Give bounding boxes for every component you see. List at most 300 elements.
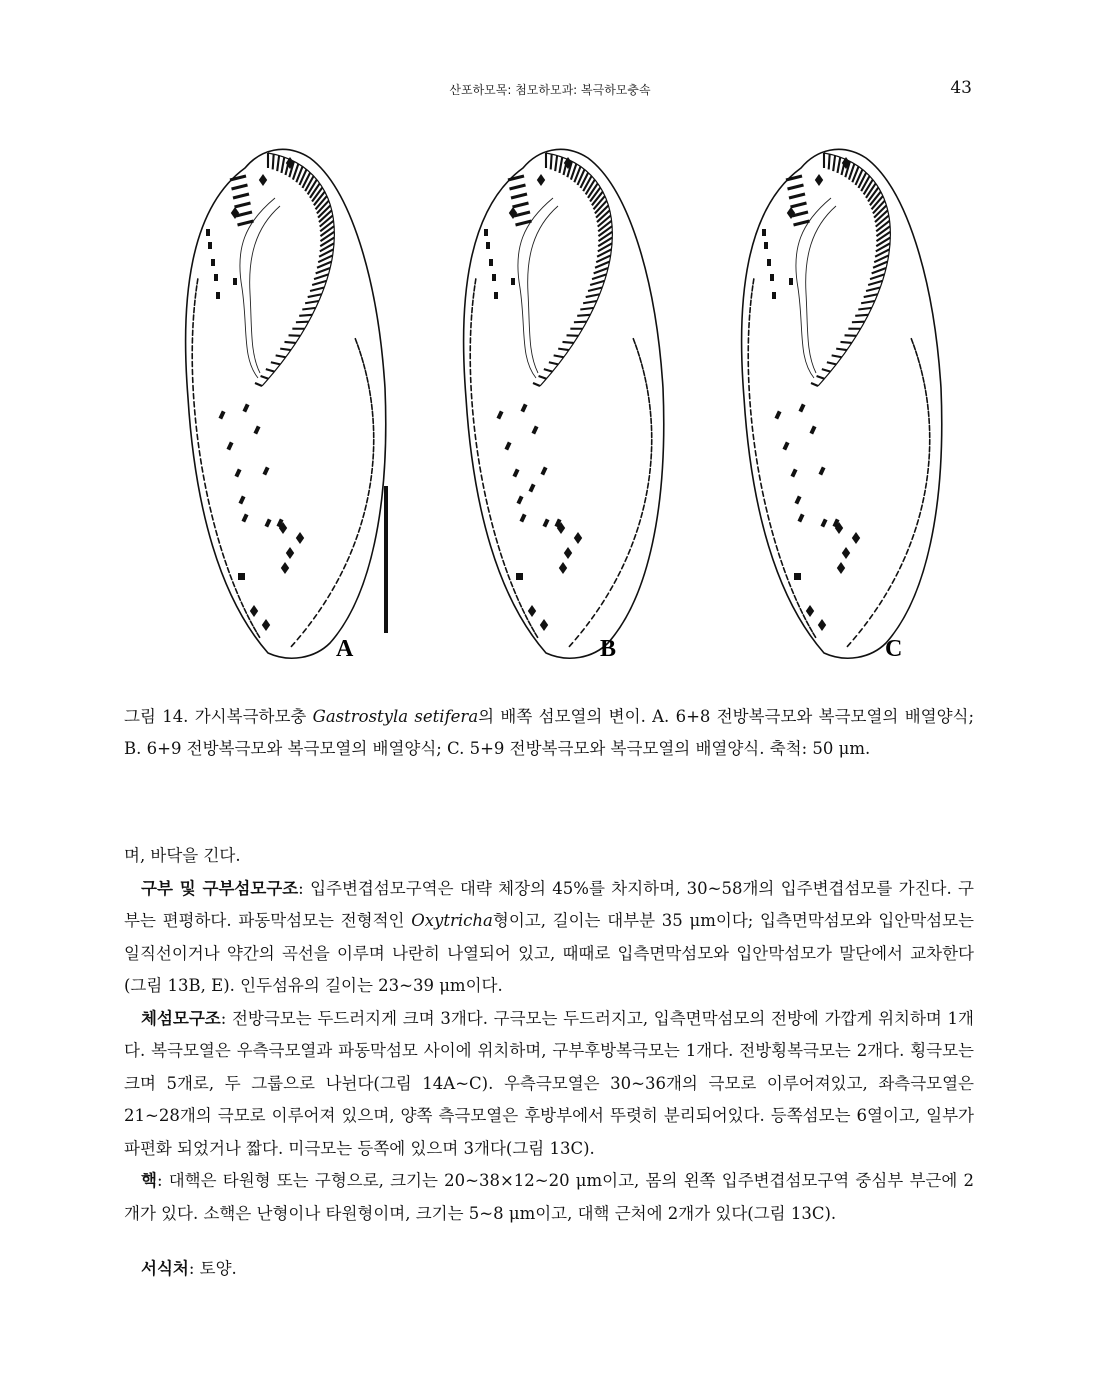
left-marginal-cirrus (196, 286, 197, 291)
right-marginal-cirrus (364, 364, 365, 369)
adoral-membranelle (567, 335, 579, 336)
right-marginal-cirrus (923, 377, 924, 382)
adoral-membranelle (255, 383, 262, 386)
left-marginal-cirrus (241, 602, 243, 607)
left-marginal-cirrus (766, 507, 767, 512)
heading-somatic-ciliature: 체섬모구조 (141, 1008, 221, 1028)
left-marginal-cirrus (794, 596, 796, 601)
figure-caption (124, 701, 974, 765)
right-marginal-cirrus (610, 586, 613, 590)
adoral-membranelle (277, 156, 279, 172)
frontoventral-cirrus (484, 229, 488, 236)
left-marginal-cirrus (516, 596, 518, 601)
right-marginal-cirrus (368, 384, 369, 389)
left-marginal-cirrus (751, 418, 752, 423)
adoral-membranelle (558, 349, 569, 350)
adoral-membranelle (837, 157, 840, 173)
left-marginal-cirrus (202, 467, 203, 472)
adoral-membranelle (588, 183, 598, 197)
right-marginal-cirrus (643, 505, 644, 510)
undulating-membrane (806, 206, 836, 373)
right-marginal-cirrus (896, 571, 898, 575)
right-marginal-cirrus (358, 345, 360, 350)
adoral-membranelle (316, 268, 330, 273)
right-marginal-cirrus (927, 398, 928, 403)
left-marginal-cirrus (481, 475, 482, 480)
right-marginal-cirrus (319, 608, 322, 612)
left-marginal-cirrus (488, 507, 489, 512)
left-marginal-cirrus (810, 627, 812, 631)
left-marginal-cirrus (535, 633, 538, 637)
left-marginal-cirrus (230, 575, 232, 580)
adoral-membranelle (574, 322, 587, 323)
undulating-membrane (518, 198, 553, 378)
adoral-membranelle (861, 301, 875, 303)
right-marginal-cirrus (645, 498, 646, 503)
adoral-membranelle (559, 157, 562, 173)
ventral-cirrus (540, 467, 547, 476)
left-marginal-cirrus (483, 483, 484, 488)
right-marginal-cirrus (926, 391, 927, 396)
right-marginal-cirrus (915, 527, 917, 532)
left-marginal-cirrus (752, 286, 753, 291)
frontoventral-cirrus (492, 274, 496, 281)
right-marginal-cirrus (637, 527, 639, 532)
caption-prefix: 그림 14. 가시복극하모충 (124, 707, 313, 726)
adoral-membranelle (598, 226, 612, 236)
right-marginal-cirrus (332, 586, 335, 590)
adoral-membranelle (864, 180, 873, 195)
left-marginal-cirrus (233, 582, 235, 587)
left-marginal-cirrus (208, 499, 209, 504)
right-marginal-cirrus (592, 615, 595, 619)
ciliate-panel-b (464, 149, 664, 658)
left-marginal-cirrus (803, 615, 805, 619)
left-marginal-cirrus (199, 451, 200, 456)
transverse-cirrus (238, 573, 245, 580)
right-marginal-cirrus (361, 520, 362, 525)
right-marginal-cirrus (328, 593, 331, 597)
right-marginal-cirrus (927, 476, 928, 481)
panel-label-c: C (885, 636, 903, 662)
left-marginal-cirrus (761, 483, 762, 488)
ventral-cirrus (234, 469, 241, 478)
adoral-membranelle (872, 268, 886, 273)
cell-outline (464, 149, 664, 658)
right-marginal-cirrus (924, 490, 925, 495)
paragraph-oral-structure (124, 873, 974, 1003)
adoral-membranelle (598, 221, 611, 232)
left-marginal-cirrus (197, 434, 198, 439)
right-marginal-cirrus (350, 549, 352, 554)
frontoventral-cirrus (216, 292, 220, 299)
frontoventral-cirrus (233, 278, 237, 285)
left-marginal-cirrus (503, 561, 505, 566)
caudal-cirrus (806, 605, 814, 617)
right-marginal-cirrus (367, 377, 368, 382)
text-somatic: : 전방극모는 두드러지게 크며 3개다. 구극모는 두드러지고, 입측면막섬모의 전방에 가깝게 위치하며 1개다. 복극모열은 우측극모열과 파동막섬모 사이에 위치하며, 구부후방복극모는 1개다. 전방횡복극모는 2개다. 횡극모는 크며 5개로, 두 그룹으로 나뉜다(그림 14A~C). 우측극모열은 30~36개의 극모로 이루어져있고, 좌측극모열은 21~28개의 극모로 이루어져 있으며, 양쪽 측극모열은 후방부에서 뚜렷히 분리되어있다. 등쪽섬모는 6열이고, 일부가 파편화 되었거나 짧다. 미극모는 등쪽에 있으며 3개다(그림 13C). (124, 1008, 974, 1158)
left-marginal-cirrus (210, 507, 211, 512)
right-marginal-cirrus (308, 622, 311, 626)
right-marginal-cirrus (575, 636, 578, 640)
right-marginal-cirrus (344, 564, 346, 569)
adoral-membranelle (868, 187, 878, 201)
frontoventral-cirrus (511, 278, 515, 285)
ventral-cirrus (818, 467, 825, 476)
right-marginal-cirrus (372, 469, 373, 474)
left-marginal-cirrus (490, 515, 491, 520)
right-marginal-cirrus (650, 404, 651, 409)
heading-nucleus: 핵 (141, 1171, 157, 1190)
right-marginal-cirrus (911, 339, 913, 344)
frontal-cirrus-row (510, 185, 526, 189)
adoral-membranelle (586, 294, 600, 297)
adoral-membranelle (320, 216, 333, 227)
left-marginal-cirrus (759, 475, 760, 480)
right-marginal-cirrus (646, 490, 647, 495)
left-marginal-cirrus (257, 633, 260, 637)
adoral-membranelle (533, 383, 540, 386)
left-marginal-cirrus (197, 279, 198, 284)
frontal-cirrus-row (232, 185, 248, 189)
adoral-membranelle (864, 294, 878, 297)
adoral-membranelle (266, 369, 275, 372)
adoral-membranelle (855, 315, 868, 316)
right-marginal-cirrus (909, 542, 911, 547)
right-marginal-cirrus (365, 505, 366, 510)
right-marginal-cirrus (631, 542, 633, 547)
right-marginal-cirrus (641, 513, 642, 518)
right-marginal-cirrus (920, 364, 921, 369)
left-marginal-cirrus (791, 589, 793, 594)
right-marginal-cirrus (875, 608, 878, 612)
ventral-cirrus (519, 514, 526, 523)
adoral-membranelle (870, 274, 884, 279)
left-marginal-cirrus (238, 596, 240, 601)
left-marginal-cirrus (770, 523, 771, 528)
adoral-membranelle (261, 376, 269, 379)
adoral-membranelle (594, 268, 608, 273)
right-marginal-cirrus (597, 608, 600, 612)
transverse-cirrus (852, 532, 860, 544)
right-marginal-cirrus (648, 483, 649, 488)
caudal-cirrus (540, 619, 548, 631)
left-marginal-cirrus (800, 609, 802, 613)
left-marginal-cirrus (779, 553, 781, 558)
page-header (0, 78, 1100, 102)
heading-oral-structure: 구부 및 구부섬모구조 (141, 878, 299, 898)
undulating-membrane (528, 206, 558, 373)
undulating-membrane (796, 198, 831, 378)
frontal-cirrus-row (786, 176, 802, 180)
left-marginal-cirrus (473, 293, 474, 298)
caudal-cirrus (528, 605, 536, 617)
frontal-cirrus-row (233, 194, 249, 198)
paragraph-nucleus (124, 1165, 974, 1230)
frontoventral-cirrus (772, 292, 776, 299)
paragraph-continuation: 며, 바닥을 긴다. (124, 846, 241, 865)
left-marginal-cirrus (776, 546, 777, 551)
frontal-cirrus (815, 174, 823, 186)
text-oral-a: : 입주변겹섬모구역은 대략 체장의 45%를 차지하며, 30~58개의 입주변겹섬모를 가진다. 구부는 편평하다. 파동막섬모는 전형적인 (124, 878, 974, 930)
panel-label-a: A (336, 636, 354, 662)
left-marginal-cirrus (494, 531, 495, 536)
right-marginal-cirrus (924, 384, 925, 389)
ventral-cirrus (542, 519, 549, 528)
right-marginal-cirrus (919, 513, 920, 518)
left-marginal-cirrus (479, 459, 480, 464)
adoral-membranelle (583, 301, 597, 303)
cell-outline (186, 149, 386, 658)
frontoventral-cirrus (789, 278, 793, 285)
right-marginal-cirrus (638, 351, 639, 356)
adoral-membranelle (308, 180, 317, 195)
right-marginal-cirrus (291, 643, 294, 647)
right-marginal-cirrus (363, 513, 364, 518)
left-marginal-cirrus (203, 475, 204, 480)
right-marginal-cirrus (847, 643, 850, 647)
left-marginal-cirrus (474, 286, 475, 291)
right-marginal-cirrus (569, 643, 572, 647)
right-marginal-cirrus (614, 579, 616, 583)
right-marginal-cirrus (362, 358, 363, 363)
adoral-membranelle (551, 154, 552, 169)
paragraph-habitat (141, 1255, 237, 1279)
left-marginal-cirrus (758, 467, 759, 472)
right-marginal-cirrus (650, 469, 651, 474)
left-marginal-cirrus (496, 538, 497, 543)
ventral-cirrus (794, 496, 801, 505)
left-marginal-cirrus (505, 568, 507, 573)
frontal-cirrus-row (508, 176, 524, 180)
frontoventral-cirrus (767, 259, 771, 266)
adoral-membranelle (555, 156, 557, 172)
buccal-cirrus (509, 207, 517, 219)
left-marginal-cirrus (768, 515, 769, 520)
adoral-membranelle (868, 281, 882, 285)
frontoventral-cirrus (770, 274, 774, 281)
right-marginal-cirrus (370, 483, 371, 488)
right-marginal-cirrus (649, 398, 650, 403)
frontal-cirrus-row (511, 194, 527, 198)
adoral-membranelle (836, 349, 847, 350)
caudal-cirrus (262, 619, 270, 631)
adoral-membranelle (271, 362, 280, 364)
text-habitat: : 토양. (188, 1259, 237, 1278)
page-number: 43 (950, 78, 972, 98)
left-marginal-cirrus (752, 426, 753, 431)
frontal-cirrus (259, 174, 267, 186)
right-marginal-cirrus (917, 520, 918, 525)
ventral-cirrus (262, 467, 269, 476)
right-marginal-cirrus (625, 557, 627, 562)
right-marginal-cirrus (340, 571, 342, 575)
ventral-cirrus (516, 496, 523, 505)
left-marginal-cirrus (225, 561, 227, 566)
frontoventral-cirrus (486, 242, 490, 249)
left-marginal-cirrus (244, 609, 246, 613)
right-marginal-cirrus (923, 498, 924, 503)
right-marginal-cirrus (643, 371, 644, 376)
undulating-membrane (240, 198, 275, 378)
left-marginal-cirrus (474, 426, 475, 431)
right-marginal-cirrus (371, 476, 372, 481)
left-marginal-cirrus (753, 434, 754, 439)
right-marginal-cirrus (864, 622, 867, 626)
transverse-cirrus (574, 532, 582, 544)
frontal-cirrus-row (230, 176, 246, 180)
frontal-cirrus (537, 174, 545, 186)
left-marginal-cirrus (813, 633, 816, 637)
left-marginal-cirrus (205, 483, 206, 488)
adoral-membranelle (312, 187, 322, 201)
frontoventral-cirrus (489, 259, 493, 266)
transverse-cirrus (516, 573, 523, 580)
right-marginal-cirrus (648, 391, 649, 396)
taxon-oxytricha: Oxytricha (411, 911, 493, 930)
ventral-cirrus (790, 469, 797, 478)
buccal-cirrus (231, 207, 239, 219)
frontoventral-cirrus (764, 242, 768, 249)
ventral-cirrus (528, 484, 535, 493)
adoral-membranelle (876, 221, 889, 232)
left-marginal-cirrus (525, 615, 527, 619)
left-marginal-cirrus (762, 491, 763, 496)
adoral-membranelle (554, 355, 564, 357)
left-marginal-cirrus (201, 459, 202, 464)
left-marginal-cirrus (786, 575, 788, 580)
left-marginal-cirrus (235, 589, 237, 594)
adoral-membranelle (588, 288, 602, 291)
left-marginal-cirrus (475, 279, 476, 284)
right-marginal-cirrus (642, 364, 643, 369)
panel-label-b: B (600, 636, 617, 662)
ventral-cirrus (782, 442, 789, 451)
ventral-cirrus (797, 514, 804, 523)
left-marginal-cirrus (214, 523, 215, 528)
ventral-cirrus (512, 469, 519, 478)
text-nucleus: : 대핵은 타원형 또는 구형으로, 크기는 20~38×12~20 μm이고, 몸의 왼쪽 입주변겹섬모구역 중심부 부근에 2개가 있다. 소핵은 난형이나 타원형이며, 크기는 5~8 μm이고, 대핵 근처에 2개가 있다(그림 13C). (124, 1171, 974, 1223)
transverse-cirrus (286, 547, 294, 559)
frontal-cirrus-row (235, 203, 251, 207)
caption-species: Gastrostyla setifera (312, 707, 479, 726)
transverse-cirrus (296, 532, 304, 544)
adoral-membranelle (310, 183, 320, 197)
adoral-membranelle (310, 288, 324, 291)
left-marginal-cirrus (764, 499, 765, 504)
left-marginal-cirrus (513, 589, 515, 594)
adoral-membranelle (276, 355, 286, 357)
right-marginal-cirrus (601, 600, 604, 604)
left-marginal-cirrus (806, 621, 808, 625)
left-marginal-cirrus (528, 621, 530, 625)
left-marginal-cirrus (476, 443, 477, 448)
adoral-membranelle (866, 288, 880, 291)
right-marginal-cirrus (360, 351, 361, 356)
caudal-cirrus (818, 619, 826, 631)
adoral-membranelle (273, 154, 274, 169)
transverse-cirrus (281, 562, 289, 574)
left-marginal-cirrus (754, 443, 755, 448)
adoral-membranelle (827, 362, 836, 364)
right-marginal-cirrus (888, 586, 891, 590)
left-marginal-cirrus (492, 523, 493, 528)
running-title: 산포하모목: 첨모하모과: 복극하모충속 (449, 83, 651, 97)
figure-14 (150, 128, 980, 668)
adoral-membranelle (299, 315, 312, 316)
adoral-membranelle (876, 216, 889, 227)
right-marginal-cirrus (581, 629, 584, 633)
adoral-membranelle (592, 274, 606, 279)
left-marginal-cirrus (532, 627, 534, 631)
adoral-membranelle (549, 362, 558, 364)
right-marginal-cirrus (368, 490, 369, 495)
left-marginal-cirrus (247, 615, 249, 619)
right-marginal-cirrus (859, 629, 862, 633)
right-marginal-cirrus (914, 345, 916, 350)
left-marginal-cirrus (216, 531, 217, 536)
cell-outline (742, 149, 942, 658)
left-marginal-cirrus (212, 515, 213, 520)
left-marginal-cirrus (522, 609, 524, 613)
adoral-membranelle (832, 355, 842, 357)
transverse-cirrus (564, 547, 572, 559)
ventral-cirrus (238, 496, 245, 505)
right-marginal-cirrus (371, 398, 372, 403)
right-marginal-cirrus (297, 636, 300, 640)
adoral-membranelle (811, 383, 818, 386)
right-marginal-cirrus (912, 535, 914, 540)
left-marginal-cirrus (486, 499, 487, 504)
left-marginal-cirrus (484, 491, 485, 496)
adoral-membranelle (544, 369, 553, 372)
caudal-cirrus (250, 605, 258, 617)
adoral-membranelle (817, 376, 825, 379)
adoral-membranelle (302, 308, 315, 310)
left-marginal-cirrus (501, 553, 503, 558)
transverse-cirrus (842, 547, 850, 559)
adoral-membranelle (822, 369, 831, 372)
right-marginal-cirrus (367, 498, 368, 503)
frontoventral-cirrus (494, 292, 498, 299)
left-marginal-cirrus (755, 451, 756, 456)
left-marginal-cirrus (250, 621, 252, 625)
right-marginal-cirrus (646, 384, 647, 389)
ciliate-panel-c (742, 149, 942, 658)
right-marginal-cirrus (336, 579, 338, 583)
left-marginal-cirrus (227, 568, 229, 573)
right-marginal-cirrus (649, 476, 650, 481)
left-marginal-cirrus (223, 553, 225, 558)
frontoventral-cirrus (206, 229, 210, 236)
right-marginal-cirrus (365, 371, 366, 376)
ventral-cirrus (774, 411, 781, 420)
transverse-cirrus (794, 573, 801, 580)
right-marginal-cirrus (900, 564, 902, 569)
ciliate-drawings (150, 128, 980, 668)
left-marginal-cirrus (797, 602, 799, 607)
transverse-cirrus (559, 562, 567, 574)
adoral-membranelle (876, 226, 890, 236)
body-text (124, 840, 974, 1230)
undulating-membrane (250, 206, 280, 373)
adoral-membranelle (586, 180, 595, 195)
ventral-cirrus (218, 411, 225, 420)
frontoventral-cirrus (762, 229, 766, 236)
right-marginal-cirrus (892, 579, 894, 583)
adoral-membranelle (320, 221, 333, 232)
left-marginal-cirrus (198, 443, 199, 448)
